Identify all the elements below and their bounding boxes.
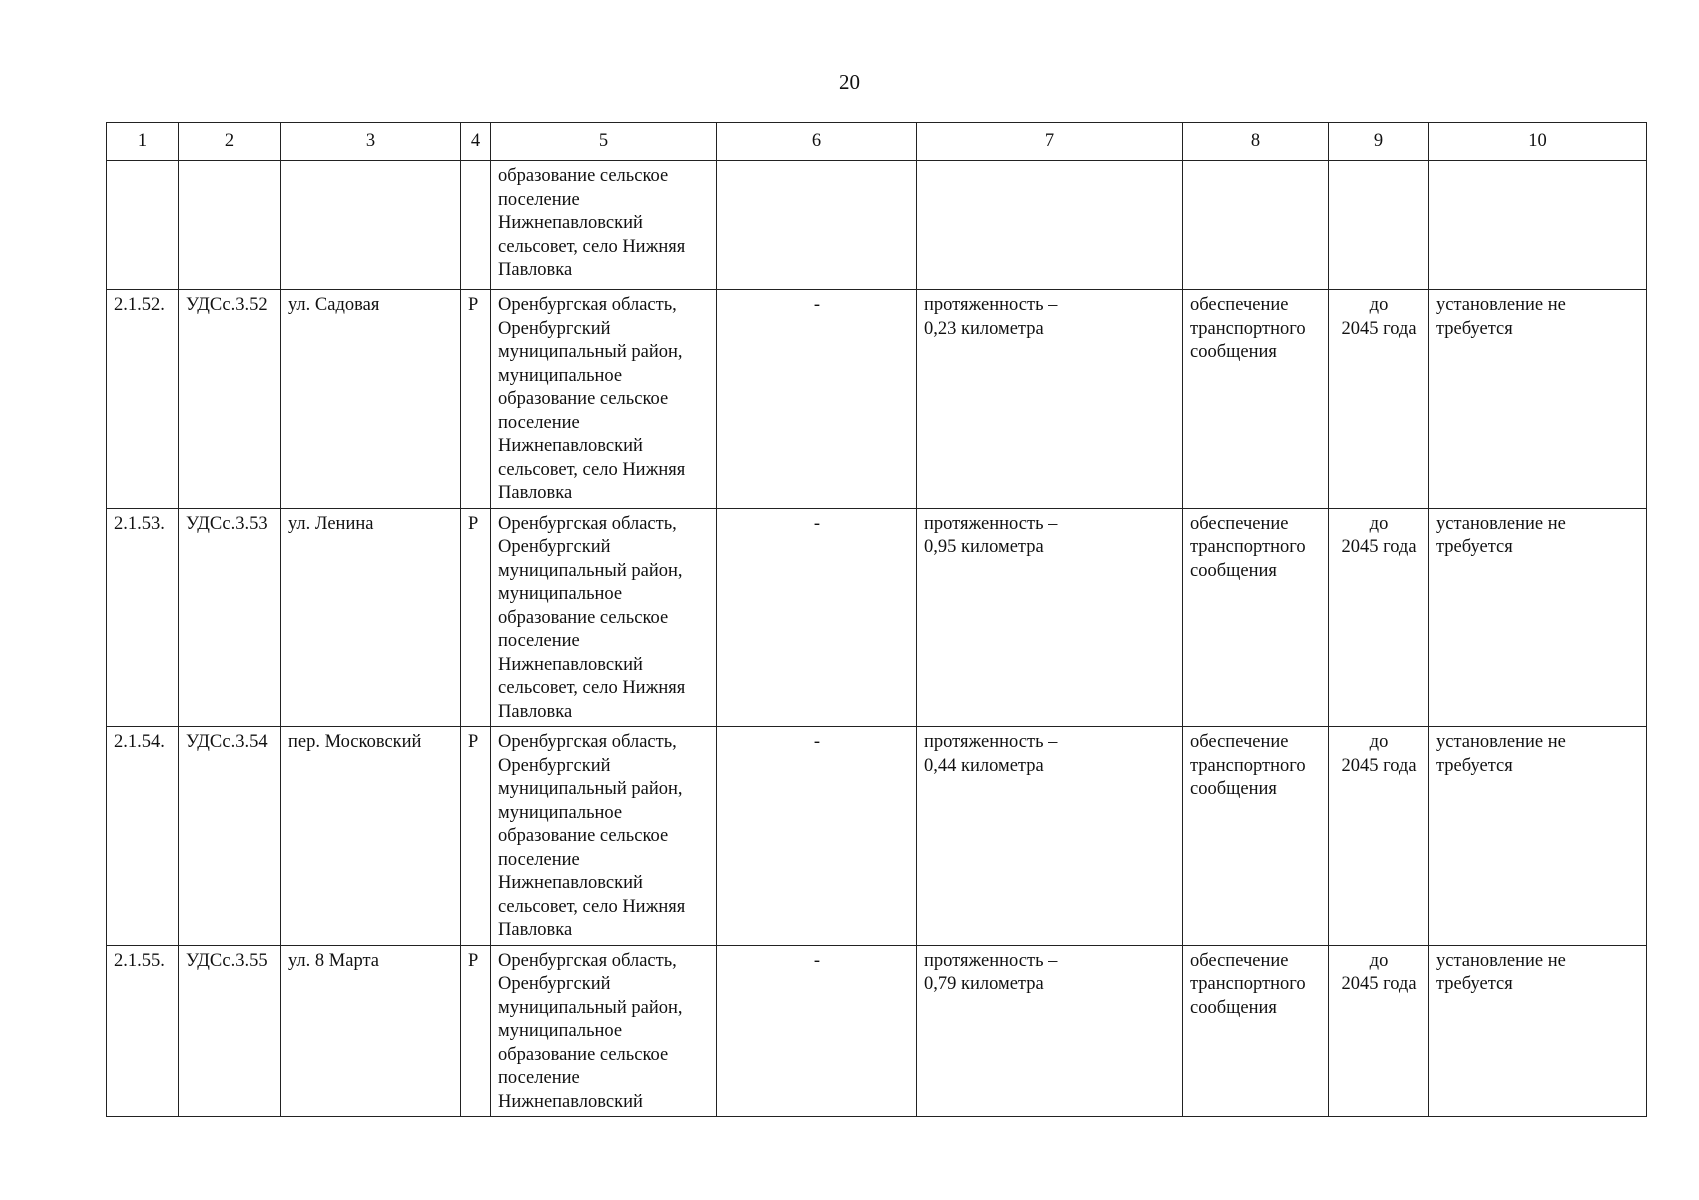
term-line: до bbox=[1369, 295, 1389, 315]
zone-line: требуется bbox=[1436, 537, 1513, 557]
cell-term bbox=[1329, 508, 1429, 727]
cell-code: УДСс.3.52 bbox=[179, 290, 281, 509]
location-line: Оренбургский bbox=[498, 755, 611, 776]
location-line: Нижнепавловский bbox=[498, 213, 643, 233]
header-col-5: 5 bbox=[491, 123, 717, 161]
zone-line: установление не bbox=[1436, 513, 1566, 534]
length-line: протяженность – bbox=[924, 732, 1058, 752]
location-line: Павловка bbox=[498, 260, 573, 280]
purpose-line: сообщения bbox=[1190, 997, 1277, 1018]
cell-location bbox=[491, 508, 717, 727]
location-line: образование сельское bbox=[498, 389, 669, 409]
location-line: Нижнепавловский bbox=[498, 1091, 643, 1112]
purpose-line: обеспечение bbox=[1190, 513, 1289, 534]
cell-status: Р bbox=[461, 290, 491, 509]
cell-code: УДСс.3.53 bbox=[179, 508, 281, 727]
cell-zone bbox=[1429, 161, 1647, 290]
location-line: Павловка bbox=[498, 483, 573, 503]
cell-col6: - bbox=[717, 727, 917, 946]
zone-line: требуется bbox=[1436, 755, 1513, 776]
cell-name: ул. Садовая bbox=[281, 290, 461, 509]
table-row bbox=[107, 945, 1647, 1117]
cell-location bbox=[491, 945, 717, 1117]
cell-status: Р bbox=[461, 508, 491, 727]
cell-term bbox=[1329, 727, 1429, 946]
location-line: Оренбургский bbox=[498, 974, 611, 994]
cell-length bbox=[917, 727, 1183, 946]
table-row bbox=[107, 727, 1647, 946]
header-col-7: 7 bbox=[917, 123, 1183, 161]
cell-name: ул. 8 Марта bbox=[281, 945, 461, 1117]
length-line: 0,44 километра bbox=[924, 755, 1044, 776]
purpose-line: обеспечение bbox=[1190, 950, 1289, 971]
cell-col6: - bbox=[717, 508, 917, 727]
cell-term bbox=[1329, 161, 1429, 290]
continuation-row bbox=[107, 161, 1647, 290]
location-line: Оренбургская область, bbox=[498, 295, 677, 315]
length-line: протяженность – bbox=[924, 950, 1058, 971]
cell-col6: - bbox=[717, 945, 917, 1117]
header-col-2: 2 bbox=[179, 123, 281, 161]
location-line: поселение bbox=[498, 631, 580, 651]
term-line: до bbox=[1369, 513, 1389, 534]
cell-num: 2.1.54. bbox=[107, 727, 179, 946]
cell-code bbox=[179, 161, 281, 290]
cell-col6: - bbox=[717, 290, 917, 509]
cell-purpose bbox=[1183, 945, 1329, 1117]
cell-location bbox=[491, 161, 717, 290]
cell-name bbox=[281, 161, 461, 290]
purpose-line: сообщения bbox=[1190, 342, 1277, 362]
cell-name: пер. Московский bbox=[281, 727, 461, 946]
location-line: Нижнепавловский bbox=[498, 873, 643, 893]
location-line: сельсовет, село Нижняя bbox=[498, 459, 686, 480]
cell-status: Р bbox=[461, 727, 491, 946]
header-col-10: 10 bbox=[1429, 123, 1647, 161]
location-line: муниципальное bbox=[498, 1021, 623, 1041]
purpose-line: обеспечение bbox=[1190, 732, 1289, 752]
cell-code: УДСс.3.54 bbox=[179, 727, 281, 946]
location-line: сельсовет, село Нижняя bbox=[498, 678, 686, 698]
location-line: Оренбургский bbox=[498, 318, 611, 339]
location-line: Оренбургская область, bbox=[498, 950, 677, 971]
cell-zone bbox=[1429, 945, 1647, 1117]
cell-length bbox=[917, 508, 1183, 727]
location-line: поселение bbox=[498, 849, 580, 870]
cell-num: 2.1.55. bbox=[107, 945, 179, 1117]
cell-zone bbox=[1429, 290, 1647, 509]
table-row bbox=[107, 508, 1647, 727]
cell-zone bbox=[1429, 508, 1647, 727]
length-line: 0,79 километра bbox=[924, 974, 1044, 994]
cell-purpose bbox=[1183, 727, 1329, 946]
location-line: сельсовет, село Нижняя bbox=[498, 236, 686, 257]
location-line: поселение bbox=[498, 412, 580, 433]
location-line: муниципальное bbox=[498, 584, 623, 604]
location-line: муниципальное bbox=[498, 365, 623, 386]
location-line: образование сельское bbox=[498, 1044, 669, 1065]
location-line: поселение bbox=[498, 189, 580, 210]
location-line: сельсовет, село Нижняя bbox=[498, 896, 686, 917]
length-line: 0,23 километра bbox=[924, 318, 1044, 339]
term-line: 2045 года bbox=[1341, 974, 1417, 994]
cell-location bbox=[491, 290, 717, 509]
header-col-6: 6 bbox=[717, 123, 917, 161]
location-line: поселение bbox=[498, 1068, 580, 1088]
purpose-line: обеспечение bbox=[1190, 295, 1289, 315]
cell-num: 2.1.52. bbox=[107, 290, 179, 509]
purpose-line: транспортного bbox=[1190, 318, 1306, 339]
cell-status: Р bbox=[461, 945, 491, 1117]
zone-line: установление не bbox=[1436, 950, 1566, 971]
objects-table bbox=[106, 122, 1647, 1117]
location-line: муниципальный район, bbox=[498, 342, 683, 362]
zone-line: требуется bbox=[1436, 318, 1513, 339]
location-line: Оренбургская область, bbox=[498, 732, 677, 752]
cell-length bbox=[917, 290, 1183, 509]
term-line: до bbox=[1369, 732, 1389, 752]
location-line: Оренбургский bbox=[498, 537, 611, 557]
header-col-8: 8 bbox=[1183, 123, 1329, 161]
cell-num: 2.1.53. bbox=[107, 508, 179, 727]
header-col-1: 1 bbox=[107, 123, 179, 161]
location-line: Нижнепавловский bbox=[498, 654, 643, 675]
purpose-line: транспортного bbox=[1190, 537, 1306, 557]
location-line: образование сельское bbox=[498, 166, 669, 186]
zone-line: требуется bbox=[1436, 974, 1513, 994]
header-col-4: 4 bbox=[461, 123, 491, 161]
location-line: образование сельское bbox=[498, 826, 669, 846]
cell-status bbox=[461, 161, 491, 290]
location-line: муниципальный район, bbox=[498, 997, 683, 1018]
location-line: образование сельское bbox=[498, 607, 669, 628]
term-line: до bbox=[1369, 950, 1389, 971]
length-line: протяженность – bbox=[924, 513, 1058, 534]
zone-line: установление не bbox=[1436, 732, 1566, 752]
cell-col6 bbox=[717, 161, 917, 290]
cell-name: ул. Ленина bbox=[281, 508, 461, 727]
purpose-line: транспортного bbox=[1190, 755, 1306, 776]
location-line: Павловка bbox=[498, 701, 573, 722]
location-line: Павловка bbox=[498, 920, 573, 940]
header-row bbox=[107, 123, 1647, 161]
length-line: протяженность – bbox=[924, 295, 1058, 315]
cell-code: УДСс.3.55 bbox=[179, 945, 281, 1117]
purpose-line: сообщения bbox=[1190, 779, 1277, 799]
cell-term bbox=[1329, 290, 1429, 509]
term-line: 2045 года bbox=[1341, 755, 1417, 776]
zone-line: установление не bbox=[1436, 295, 1566, 315]
term-line: 2045 года bbox=[1341, 318, 1417, 339]
location-line: муниципальное bbox=[498, 802, 623, 823]
table-row bbox=[107, 290, 1647, 509]
header-col-9: 9 bbox=[1329, 123, 1429, 161]
cell-num bbox=[107, 161, 179, 290]
cell-purpose bbox=[1183, 290, 1329, 509]
purpose-line: сообщения bbox=[1190, 560, 1277, 581]
location-line: муниципальный район, bbox=[498, 779, 683, 799]
cell-zone bbox=[1429, 727, 1647, 946]
cell-purpose bbox=[1183, 161, 1329, 290]
location-line: Нижнепавловский bbox=[498, 436, 643, 456]
purpose-line: транспортного bbox=[1190, 974, 1306, 994]
length-line: 0,95 километра bbox=[924, 537, 1044, 557]
cell-location bbox=[491, 727, 717, 946]
cell-length bbox=[917, 161, 1183, 290]
location-line: муниципальный район, bbox=[498, 560, 683, 581]
location-line: Оренбургская область, bbox=[498, 513, 677, 534]
header-col-3: 3 bbox=[281, 123, 461, 161]
cell-length bbox=[917, 945, 1183, 1117]
page-number: 20 bbox=[839, 70, 860, 94]
cell-purpose bbox=[1183, 508, 1329, 727]
term-line: 2045 года bbox=[1341, 537, 1417, 557]
cell-term bbox=[1329, 945, 1429, 1117]
